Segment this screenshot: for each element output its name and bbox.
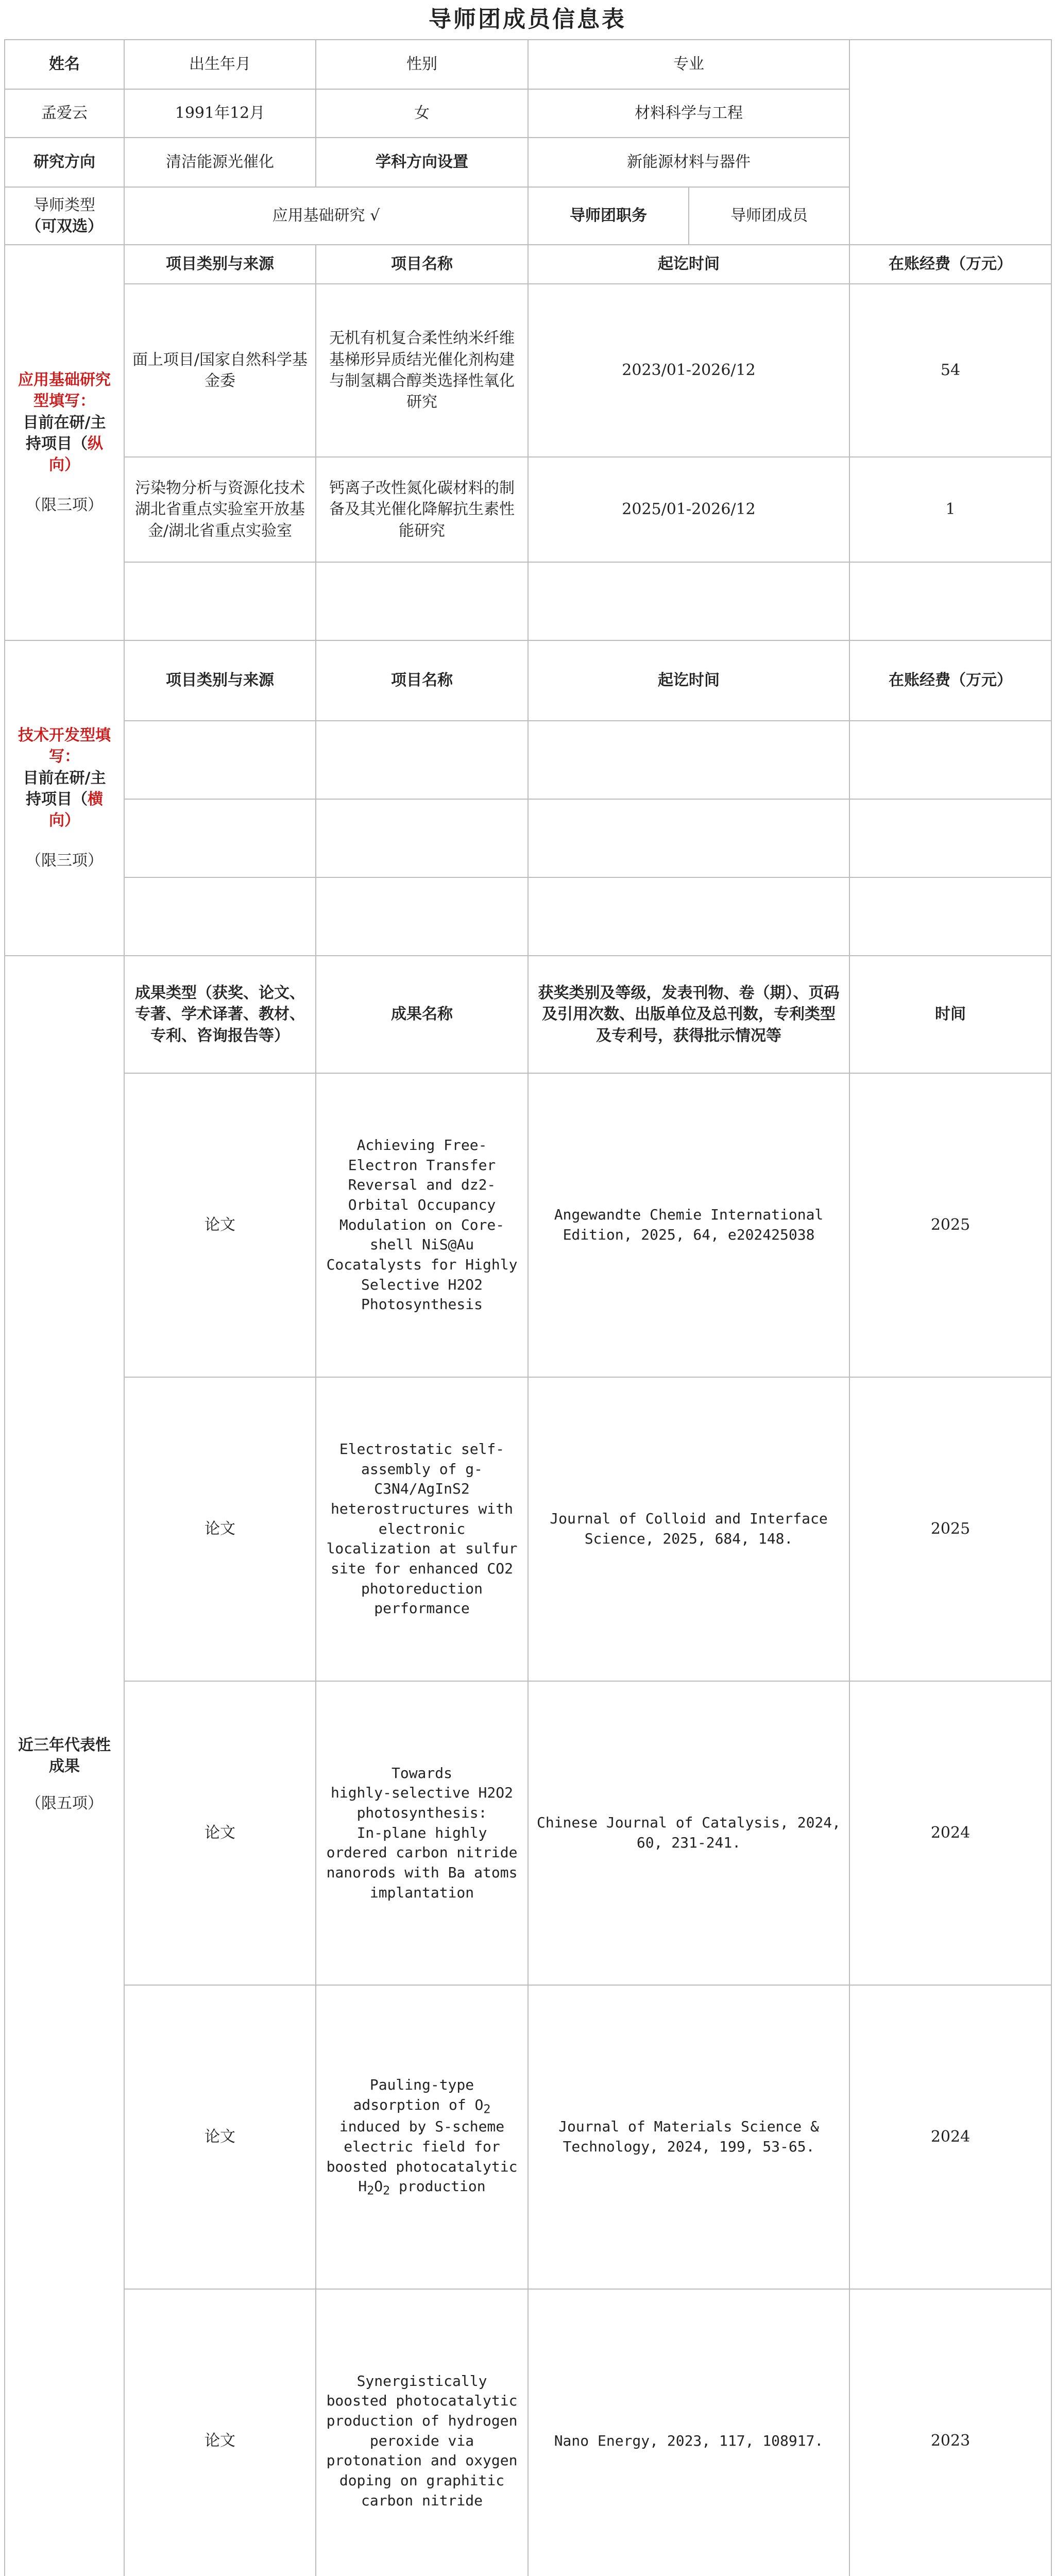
project-funds: 1 <box>849 457 1051 562</box>
achievements-label <box>5 956 124 2576</box>
birth-value: 1991年12月 <box>124 89 316 138</box>
basic-projects-limit: （限三项） <box>26 496 103 514</box>
achievement-publication: Angewandte Chemie International Edition, 2025, 64, e202425038 <box>528 1073 849 1377</box>
tech-projects-label <box>5 640 124 956</box>
tech-projects-label-line1: 技术开发型填 <box>18 726 111 744</box>
table-row-empty <box>5 562 1051 640</box>
basic-projects-header-row <box>5 245 1051 284</box>
table-row <box>5 1073 1051 1377</box>
achievement-type: 论文 <box>124 1985 316 2289</box>
tech-projects-col-funds: 在账经费（万元） <box>849 640 1051 721</box>
achievement-year: 2023 <box>849 2289 1051 2576</box>
table-row <box>5 284 1051 457</box>
project-name: 无机有机复合柔性纳米纤维基梯形异质结光催化剂构建与制氢耦合醇类选择性氧化研究 <box>316 284 528 457</box>
achievement-name: Electrostatic self-assembly of g-C3N4/AgInS2 heterostructures with electronic localization at sulfur site for enhanced CO2 photoreduction performance <box>316 1377 528 1681</box>
tech-projects-limit: （限三项） <box>26 851 103 870</box>
project-name: 钙离子改性氮化碳材料的制备及其光催化降解抗生素性能研究 <box>316 457 528 562</box>
achievements-col-name: 成果名称 <box>316 956 528 1073</box>
name-header: 姓名 <box>5 40 124 89</box>
achievements-label-text: 近三年代表性成果 <box>18 1736 111 1776</box>
project-funds: 54 <box>849 284 1051 457</box>
page-title: 导师团成员信息表 <box>429 6 626 32</box>
achievement-type: 论文 <box>124 1681 316 1985</box>
mentor-type-label-text: 导师类型 <box>33 196 95 214</box>
basic-projects-label-line2: 型填写： <box>33 392 95 411</box>
table-row-empty <box>5 799 1051 877</box>
achievement-name <box>316 1985 528 2289</box>
mentor-role-value: 导师团成员 <box>689 187 849 245</box>
achievement-publication: Nano Energy, 2023, 117, 108917. <box>528 2289 849 2576</box>
achievement-name: Synergistically boosted photocatalytic production of hydrogen peroxide via protonation and oxygen doping on graphitic carbon nitride <box>316 2289 528 2576</box>
project-source: 面上项目/国家自然科学基金委 <box>124 284 316 457</box>
tech-projects-label-line5: 向） <box>49 811 80 830</box>
name-value: 孟爱云 <box>5 89 124 138</box>
basic-projects-label-line1: 应用基础研究 <box>18 370 111 389</box>
project-source: 污染物分析与资源化技术湖北省重点实验室开放基金/湖北省重点实验室 <box>124 457 316 562</box>
discipline-label: 学科方向设置 <box>316 138 528 187</box>
achievements-col-time: 时间 <box>849 956 1051 1073</box>
mentor-info-table <box>4 39 1052 2576</box>
basic-projects-label-line3: 目前在研/主 <box>23 413 106 432</box>
project-period: 2023/01-2026/12 <box>528 284 849 457</box>
basic-projects-label-line4: 持项目（ <box>26 435 88 453</box>
tech-projects-label-line3: 目前在研/主 <box>23 769 106 787</box>
achievement-type: 论文 <box>124 1073 316 1377</box>
achievement-year: 2024 <box>849 1681 1051 1985</box>
table-row <box>5 1377 1051 1681</box>
basic-projects-col-source: 项目类别与来源 <box>124 245 316 284</box>
mentor-type-label <box>5 187 124 245</box>
achievement-name-part: production <box>390 2178 486 2195</box>
achievement-name-sub: 2 <box>483 2102 491 2116</box>
photo-cell <box>849 40 1051 245</box>
basic-projects-col-name: 项目名称 <box>316 245 528 284</box>
basic-projects-label-line4-red: 纵 <box>88 435 103 453</box>
tech-projects-col-name: 项目名称 <box>316 640 528 721</box>
achievement-publication: Chinese Journal of Catalysis, 2024, 60, 231‑241. <box>528 1681 849 1985</box>
achievement-year: 2025 <box>849 1377 1051 1681</box>
achievement-type: 论文 <box>124 1377 316 1681</box>
achievement-name-sub: 2 <box>383 2183 390 2198</box>
achievement-year: 2024 <box>849 1985 1051 2289</box>
achievement-name: Towards highly‑selective H2O2 photosynthesis: In‑plane highly ordered carbon nitride nanorods with Ba atoms implantation <box>316 1681 528 1985</box>
table-row <box>5 457 1051 562</box>
basic-header-row <box>5 40 1051 89</box>
mentor-role-label: 导师团职务 <box>528 187 689 245</box>
table-row-empty <box>5 721 1051 799</box>
tech-projects-label-line2: 写： <box>49 748 80 766</box>
gender-value: 女 <box>316 89 528 138</box>
tech-projects-header-row <box>5 640 1051 721</box>
research-direction-value: 清洁能源光催化 <box>124 138 316 187</box>
table-row <box>5 2289 1051 2576</box>
project-period: 2025/01-2026/12 <box>528 457 849 562</box>
achievement-name: Achieving Free-Electron Transfer Reversal and dz2-Orbital Occupancy Modulation on Core-shell NiS@Au Cocatalysts for Highly Selective H2O2 Photosynthesis <box>316 1073 528 1377</box>
research-direction-label: 研究方向 <box>5 138 124 187</box>
major-header: 专业 <box>528 40 849 89</box>
achievement-name-part: induced by S-scheme electric field for boosted photocatalytic H <box>326 2118 518 2195</box>
basic-projects-col-funds: 在账经费（万元） <box>849 245 1051 284</box>
discipline-value: 新能源材料与器件 <box>528 138 849 187</box>
birth-header: 出生年月 <box>124 40 316 89</box>
achievements-limit: （限五项） <box>26 1794 103 1812</box>
gender-header: 性别 <box>316 40 528 89</box>
tech-projects-col-period: 起讫时间 <box>528 640 849 721</box>
achievement-publication: Journal of Materials Science & Technology, 2024, 199, 53-65. <box>528 1985 849 2289</box>
tech-projects-label-line4-red: 横 <box>88 790 103 808</box>
table-row <box>5 1681 1051 1985</box>
major-value: 材料科学与工程 <box>528 89 849 138</box>
achievements-col-publication: 获奖类别及等级，发表刊物、卷（期）、页码及引用次数、出版单位及总刊数，专利类型及专利号，获得批示情况等 <box>528 956 849 1073</box>
achievement-year: 2025 <box>849 1073 1051 1377</box>
achievements-header-row <box>5 956 1051 1073</box>
tech-projects-label-line4: 持项目（ <box>26 790 88 808</box>
achievement-name-part: O <box>374 2178 383 2195</box>
basic-projects-label-line5: 向） <box>49 456 80 474</box>
tech-projects-col-source: 项目类别与来源 <box>124 640 316 721</box>
achievement-name-sub: 2 <box>367 2183 375 2198</box>
basic-projects-col-period: 起讫时间 <box>528 245 849 284</box>
achievement-publication: Journal of Colloid and Interface Science, 2025, 684, 148. <box>528 1377 849 1681</box>
basic-projects-label <box>5 245 124 640</box>
mentor-type-note: （可双选） <box>26 217 103 235</box>
table-row <box>5 1985 1051 2289</box>
achievement-name-part: Pauling-type adsorption of O <box>353 2076 484 2113</box>
table-row-empty <box>5 877 1051 956</box>
achievements-col-type: 成果类型（获奖、论文、专著、学术译著、教材、专利、咨询报告等） <box>124 956 316 1073</box>
achievement-type: 论文 <box>124 2289 316 2576</box>
mentor-type-value: 应用基础研究 √ <box>124 187 528 245</box>
